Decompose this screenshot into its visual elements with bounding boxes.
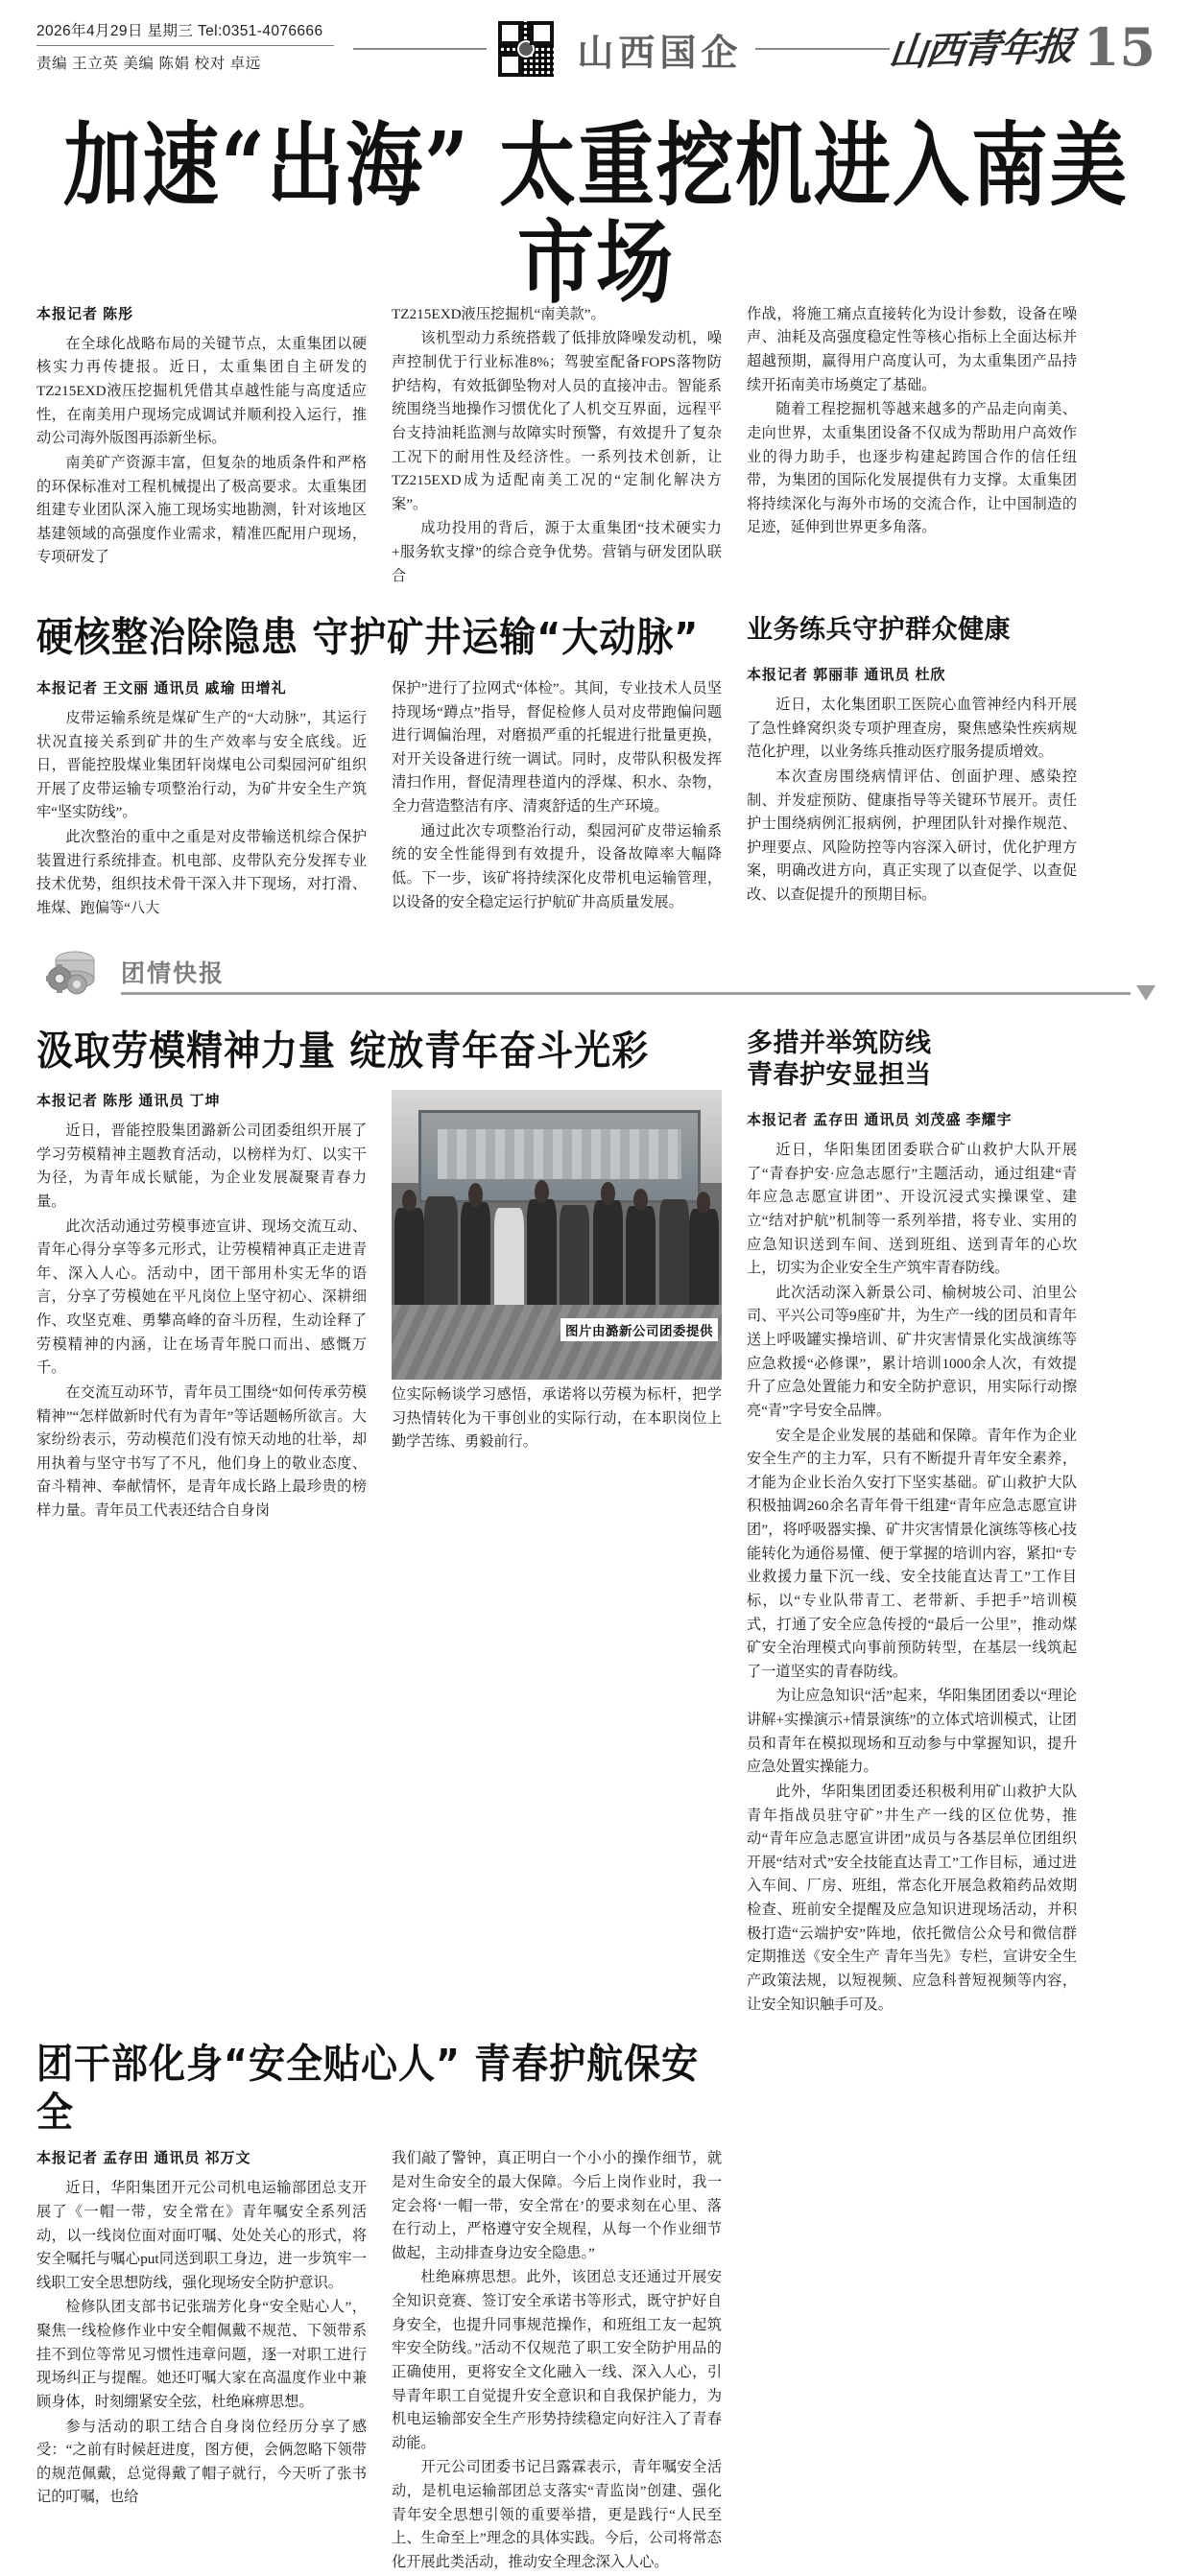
paragraph: 参与活动的职工结合自身岗位经历分享了感受：“之前有时候赶进度，图方便，会俩忽略下领带的规范佩戴，总觉得戴了帽子就行，今天听了张书记的叮嘱，也给 (36, 2418, 367, 2506)
banner-arrow-icon (1136, 985, 1156, 1001)
section-four-left (36, 2041, 722, 2575)
paragraph: 近日，太化集团职工医院心血管神经内科开展了急性蜂窝织炎专项护理查房，聚焦感染性疾病规范化护理，以业务练兵推动医疗服务提质增效。 (747, 697, 1077, 761)
section-three-left (36, 1028, 722, 2019)
s3-column-1 (36, 1090, 367, 1524)
lead-headline: 加速“出海” 太重挖机进入南美市场 (63, 111, 1129, 317)
section-four-headline: 团干部化身“安全贴心人” 青春护航保安全 (36, 2041, 700, 2136)
paragraph: 近日，华阳集团团委联合矿山救护大队开展了“青春护安·应急志愿行”主题活动，通过组建“青年应急志愿宣讲团”、开设沉浸式实操课堂、建立“结对护航”机制等一系列举措，将专业、实用的应急知识送到车间、送到班组、送到青年的心坎上，切实为企业安全生产筑牢青春防线。 (747, 1142, 1077, 1277)
date-line: 2026年4月29日 星期三 Tel:0351-4076666 (36, 23, 323, 39)
article-photo (392, 1090, 722, 1380)
paragraph: 此次整治的重中之重是对皮带输送机综合保护装置进行系统排查。机电部、皮带队充分发挥专业技术优势，组织技术骨干深入井下现场，对打滑、堆煤、跑偏等“八大 (36, 829, 367, 916)
paragraph: 杜绝麻痹思想。此外，该团总支还通过开展安全知识竞赛、签订安全承诺书等形式，既守护好自身安全，也提升同事规范操作，和班组工友一起筑牢安全防线。”活动不仅规范了职工安全防护用品的正确使用，更将安全文化融入一线、深入人心，引导青年职工自觉提升安全意识和自我保护能力，为机电运输部安全生产形势持续稳定向好注入了青春动能。 (392, 2269, 722, 2451)
s2-column-2 (392, 677, 722, 922)
paragraph: 本次查房围绕病情评估、创面护理、感染控制、并发症预防、健康指导等关键环节展开。责任护士围绕病例汇报病例，护理团队针对操作规范、护理要点、风险防控等内容深入研讨，优化护理方案，明确改进方向，真正实现了以查促学、以查促改、以查促提升的预期目标。 (747, 768, 1077, 904)
rule-right (755, 48, 889, 50)
tuanqing-banner (36, 947, 1156, 1006)
lead-byline: 本报记者 陈彤 (36, 305, 134, 322)
photo-caption: 图片由潞新公司团委提供 (560, 1318, 718, 1341)
paragraph: 随着工程挖掘机等越来越多的产品走向南美、走向世界，太重集团设备不仅成为帮助用户高效作业的得力助手，也逐步构建起跨国合作的信任纽带，为集团的国际化发展提供有力支撑。太重集团将持续深化与海外市场的交流合作，让中国制造的足迹，延伸到世界更多角落。 (747, 401, 1077, 536)
s3-column-2 (392, 1090, 722, 1524)
paragraph: 成功投用的背后，源于太重集团“技术硬实力+服务软支撑”的综合竞争优势。营销与研发团队联合 (392, 520, 722, 584)
s3-right-headline (747, 1028, 1077, 1093)
lead-column-2 (392, 303, 722, 590)
gear-industry-icon (42, 947, 104, 995)
paragraph: 作战，将施工痛点直接转化为设计参数，设备在噪声、油耗及高强度稳定性等核心指标上全面达标并超越预期，赢得用户高度认可，为太重集团产品持续开拓南美市场奠定了基础。 (747, 305, 1077, 393)
s2-column-1 (36, 677, 367, 922)
paragraph: 近日，华阳集团开元公司机电运输部团总支开展了《一帽一带，安全常在》青年嘱安全系列活动，以一线岗位面对面叮嘱、处处关心的形式，将安全嘱托与嘱心put同送到职工身边，进一步筑牢一线职工安全思想防线，强化现场安全防护意识。 (36, 2180, 367, 2291)
section-three-headline: 汲取劳模精神力量 绽放青年奋斗光彩 (36, 1027, 650, 1074)
paragraph: 南美矿产资源丰富，但复杂的地质条件和严格的环保标准对工程机械提出了极高要求。太重集团组建专业团队深入施工现场实地勘测，针对该地区基建领域的高强度作业需求，精准匹配用户现场，专项研发了 (36, 454, 367, 566)
qr-code-icon[interactable] (498, 21, 554, 77)
rule-left (353, 48, 487, 50)
section-three-right (747, 1028, 1077, 2019)
paragraph: 皮带运输系统是煤矿生产的“大动脉”，其运行状况直接关系到矿井的生产效率与安全底线。近日，晋能控股煤业集团轩岗煤电公司梨园河矿组织开展了皮带运输专项整治行动，为矿井安全生产筑牢“坚实防线”。 (36, 709, 367, 821)
paragraph: 此次活动通过劳模事迹宣讲、现场交流互动、青年心得分享等多元形式，让劳模精神真正走进青年、深入人心。活动中，团干部用朴实无华的语言，分享了劳模她在平凡岗位上坚守初心、深耕细作、攻坚克难、勇攀高峰的奋斗历程，生动诠释了劳模精神的内涵，让在场青年脱口而出、感慨万千。 (36, 1217, 367, 1377)
paragraph: 我们敲了警钟，真正明白一个小小的操作细节，就是对生命安全的最大保障。今后上岗作业时，我一定会将‘一帽一带，安全常在’的要求刻在心里、落在行动上，严格遵守安全规程，从每一个作业细节做起，主动排查身边安全隐患。” (392, 2150, 722, 2261)
section-two-headline: 硬核整治除隐患 守护矿井运输“大动脉” (36, 614, 700, 661)
section-two (36, 614, 1156, 921)
masthead (36, 0, 1156, 101)
section-three (36, 1028, 1156, 2019)
banner-rule (121, 992, 1131, 995)
paragraph: 近日，晋能控股集团潞新公司团委组织开展了学习劳模精神主题教育活动，以榜样为灯、以实干为径，为青年成长赋能，为企业发展凝聚青春力量。 (36, 1123, 367, 1210)
paragraph: 在交流互动环节，青年员工围绕“如何传承劳模精神”“怎样做新时代有为青年”等话题畅所欲言。大家纷纷表示，劳动模范们没有惊天动地的壮举，却用执着与坚守书写了不凡，他们身上的敬业态度、奋斗精神、奉献情怀，是青年成长路上最珍贵的榜样力量。青年员工代表还结合自身岗 (36, 1383, 367, 1520)
s4-byline: 本报记者 孟存田 通讯员 祁万文 (36, 2150, 251, 2167)
paragraph: 检修队团支部书记张瑞芳化身“安全贴心人”，聚焦一线检修作业中安全帽佩戴不规范、下领带系挂不到位等常见习惯性违章问题，逐一对职工进行现场纠正与提醒。她还叮嘱大家在高温度作业中兼顾身体，时刻绷紧安全弦，杜绝麻痹思想。 (36, 2299, 367, 2410)
s2-right-byline: 本报记者 郭丽菲 通讯员 杜欣 (747, 667, 946, 684)
banner-label: 团情快报 (121, 958, 226, 987)
lead-column-3 (747, 303, 1077, 590)
paragraph: 该机型动力系统搭载了低排放降噪发动机，噪声控制优于行业标准8%；驾驶室配备FOPS落物防护结构，有效抵御坠物对人员的直接冲击。智能系统围绕当地操作习惯优化了人机交互界面，远程平台支持油耗监测与故障实时预警，有效提升了复杂工况下的耐用性及经济性。一系列技术创新，让TZ215EXD成为适配南美工况的“定制化解决方案”。 (392, 330, 722, 512)
s2-right-headline: 业务练兵守护群众健康 (747, 615, 1011, 646)
paper-logo: 山西青年报 (886, 23, 1075, 76)
section-two-left (36, 614, 722, 921)
paragraph: 开元公司团委书记吕露霖表示，青年嘱安全活动，是机电运输部团总支落实“青监岗”创建、强化青年安全思想引领的重要举措，更是践行“人民至上、生命至上”理念的具体实践。今后，公司将常态化开展此类活动，推动安全理念深入人心。 (392, 2459, 722, 2570)
masthead-left (36, 0, 353, 73)
s2-byline: 本报记者 王文丽 通讯员 戚瑜 田增礼 (36, 679, 287, 697)
lead-column-1 (36, 303, 367, 590)
masthead-right (886, 0, 1156, 78)
s4-column-2 (392, 2147, 722, 2575)
section-four (36, 2041, 1156, 2575)
masthead-divider (36, 45, 334, 46)
paragraph: 为让应急知识“活”起来，华阳集团团委以“理论讲解+实操演示+情景演练”的立体式培训模式，让团员和青年在模拟现场和互动参与中掌握知识，提升应急处置实操能力。 (747, 1688, 1077, 1776)
masthead-center (353, 0, 890, 77)
page-number: 15 (1083, 15, 1156, 78)
s3-right-byline: 本报记者 孟存田 通讯员 刘茂盛 李耀宇 (747, 1112, 1013, 1128)
s3-right-headline-line2: 青春护安显担当 (747, 1060, 932, 1091)
paragraph: 此外，华阳集团团委还积极利用矿山救护大队青年指战员驻守矿”井生产一线的区位优势，推动“青年应急志愿宣讲团”成员与各基层单位团组织开展“结对式”安全技能直达青工”工作目标，通过进入车间、厂房、班组，常态化开展急救箱药品效期检查、班前安全提醒及应急知识进现场活动，并积极打造“云端护安”阵地，依托微信公众号和微信群定期推送《安全生产 青年当先》专栏，宣讲安全生产政策法规，以短视频、应急科普短视频等内容，让安全知识触手可及。 (747, 1783, 1077, 2013)
section-two-right (747, 614, 1077, 921)
paragraph: TZ215EXD液压挖掘机“南美款”。 (392, 305, 606, 322)
section-four-right (747, 2041, 1077, 2575)
s3-byline: 本报记者 陈彤 通讯员 丁坤 (36, 1093, 221, 1110)
paragraph: 位实际畅谈学习感悟，承诺将以劳模为标杆，把学习热情转化为干事创业的实际行动，在本职岗位上勤学苦练、勇毅前行。 (392, 1386, 722, 1451)
s4-column-1 (36, 2147, 367, 2575)
s3-right-headline-line1: 多措并举筑防线 (747, 1028, 932, 1058)
paragraph: 保护”进行了拉网式“体检”。其间，专业技术人员坚持现场“蹲点”指导，督促检修人员对皮带跑偏问题进行调偏治理，对磨损严重的托辊进行批量更换，对开关设备进行统一调试。同时，皮带队积极发挥清扫作用，督促清理巷道内的浮煤、积水、杂物，全力营造整洁有序、清爽舒适的生产环境。 (392, 679, 722, 815)
editor-credits: 责编 王立英 美编 陈娟 校对 卓远 (36, 56, 261, 72)
section-brand: 山西国企 (577, 30, 743, 74)
paragraph: 此次活动深入新景公司、榆树坡公司、泊里公司、平兴公司等9座矿井，为生产一线的团员和青年送上呼吸罐实操培训、矿井灾害情景化实战演练等应急救援“必修课”，累计培训1000余人次，有效提升了应急处置能力和安全防护意识，用实际行动擦亮“青”字号安全品牌。 (747, 1284, 1077, 1419)
paragraph: 安全是企业发展的基础和保障。青年作为企业安全生产的主力军，只有不断提升青年安全素养，才能为企业长治久安打下坚实基础。矿山救护大队积极抽调260余名青年骨干组建“青年应急志愿宣讲团”，将呼吸器实操、矿井灾害情景化演练等核心技能转化为通俗易懂、便于掌握的培训内容，紧扣“专业救援力量下沉一线、安全技能直达青工”工作目标，以“专业队带青工、老带新、手把手”培训模式，打通了安全应急传授的“最后一公里”，推动煤矿安全治理模式向事前预防转型，在基层一线筑起了一道坚实的青春防线。 (747, 1427, 1077, 1680)
paragraph: 通过此次专项整治行动，梨园河矿皮带运输系统的安全性能得到有效提升，设备故障率大幅降低。下一步，该矿将持续深化皮带机电运输管理，以设备的安全稳定运行护航矿井高质量发展。 (392, 822, 722, 910)
lead-article-body (36, 303, 1156, 590)
paragraph: 在全球化战略布局的关键节点，太重集团以硬核实力再传捷报。近日，太重集团自主研发的TZ215EXD液压挖掘机凭借其卓越性能与高度适应性，在南美用户现场完成调试并顺利投入运行，推动公司海外版图再添新坐标。 (36, 335, 367, 447)
